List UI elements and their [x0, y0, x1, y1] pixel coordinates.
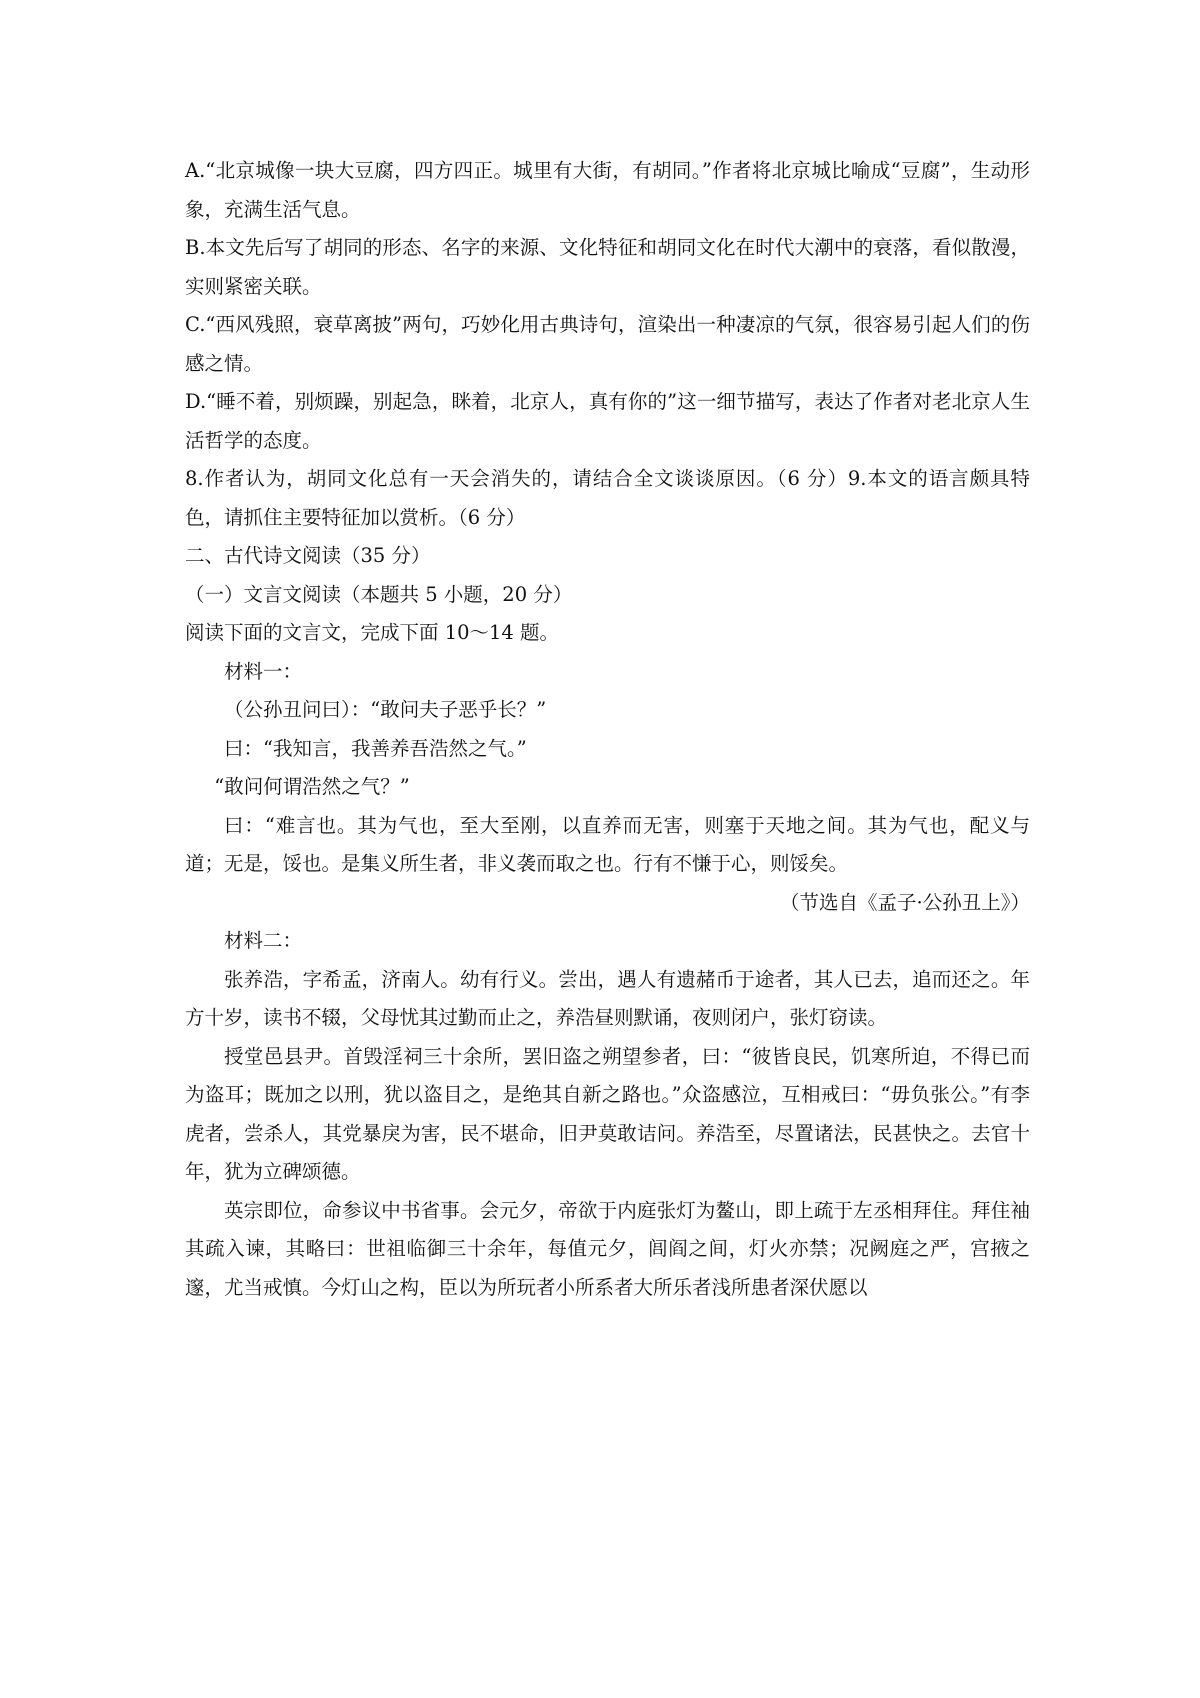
- option-b: B.本文先后写了胡同的形态、名字的来源、文化特征和胡同文化在时代大潮中的衰落，看似散漫，实则紧密关联。: [185, 236, 1030, 298]
- material-one-line-4: 曰：“难言也。其为气也，至大至刚，以直养而无害，则塞于天地之间。其为气也，配义与道；无是，馁也。是集义所生者，非义袭而取之也。行有不慊于心，则馁矣。: [185, 813, 1030, 875]
- material-one-line-2: 曰：“我知言，我善养吾浩然之气。”: [224, 736, 527, 760]
- section-heading: 二、古代诗文阅读（35 分）: [185, 544, 431, 567]
- material-two-label: 材料二：: [224, 929, 303, 952]
- material-one-label: 材料一：: [224, 659, 303, 683]
- option-c: C.“西风残照，衰草离披”两句，巧妙化用古典诗句，渲染出一种凄凉的气氛，很容易引起人们的伤感之情。: [185, 313, 1030, 375]
- material-two-para-3: 英宗即位，命参议中书省事。会元夕，帝欲于内庭张灯为鳌山，即上疏于左丞相拜住。拜住袖其疏入谏，其略曰：世祖临御三十余年，每值元夕，闾阎之间，灯火亦禁；况阙庭之严，宫掖之邃，尤当戒慎。今灯山之构，臣以为所玩者小所系者大所乐者浅所患者深伏愿以: [185, 1198, 1030, 1299]
- material-two-para-1: 张养浩，字希孟，济南人。幼有行义。尝出，遇人有遗赭币于途者，其人已去，追而还之。年方十岁，读书不辍，父母忧其过勤而止之，养浩昼则默诵，夜则闭户，张灯窃读。: [185, 967, 1030, 1029]
- material-two-para-2: 授堂邑县尹。首毁淫祠三十余所，罢旧盗之朔望参者，曰：“彼皆良民，饥寒所迫，不得已而为盗耳；既加之以刑，犹以盗目之，是绝其自新之路也。”众盗感泣，互相戒曰：“毋负张公。”有李虎者，尝杀人，其党暴戾为害，民不堪命，旧尹莫敢诘问。养浩至，尽置诸法，民甚快之。去官十年，犹为立碑颂德。: [185, 1044, 1030, 1183]
- option-a: A.“北京城像一块大豆腐，四方四正。城里有大街，有胡同。”作者将北京城比喻成“豆腐”，生动形象，充满生活气息。: [185, 159, 1030, 221]
- material-one-source: （节选自《孟子·公孙丑上》）: [780, 890, 1030, 914]
- material-one-line-1: （公孙丑问曰）：“敢问夫子恶乎长？”: [224, 698, 547, 721]
- material-one-line-3: “敢问何谓浩然之气？”: [214, 775, 410, 798]
- reading-instruction: 阅读下面的文言文，完成下面 10～14 题。: [185, 621, 560, 644]
- option-d: D.“睡不着，别烦躁，别起急，眯着，北京人，真有你的”这一细节描写，表达了作者对老北京人生活哲学的态度。: [185, 390, 1030, 452]
- question-8-9: 8.作者认为，胡同文化总有一天会消失的，请结合全文谈谈原因。（6 分）9.本文的语言颇具特色，请抓住主要特征加以赏析。（6 分）: [185, 467, 1030, 529]
- subsection-heading: （一）文言文阅读（本题共 5 小题，20 分）: [185, 582, 573, 606]
